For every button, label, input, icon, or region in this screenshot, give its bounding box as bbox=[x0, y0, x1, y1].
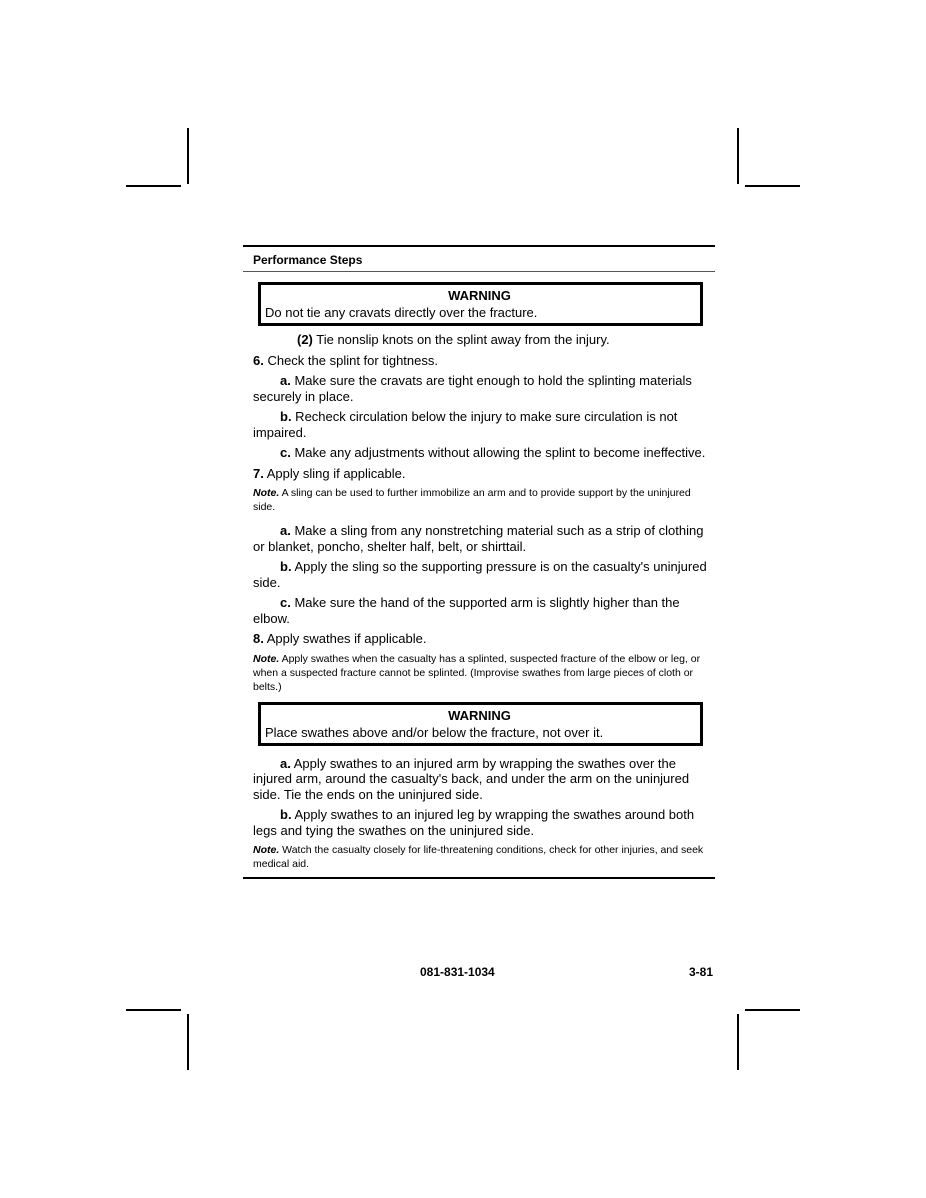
step-7c: c. Make sure the hand of the supported arm is slightly higher than the elbow. bbox=[253, 595, 680, 626]
page-number: 3-81 bbox=[689, 965, 714, 979]
steps-content-2 bbox=[243, 756, 715, 872]
step-6b: b. Recheck circulation below the injury to make sure circulation is not impaired. bbox=[253, 409, 678, 440]
crop-mark-br-h bbox=[745, 1009, 800, 1011]
crop-mark-tr-h bbox=[745, 185, 800, 187]
step-7a: a. Make a sling from any nonstretching material such as a strip of clothing or blanket, poncho, shelter half, belt, or shirttail. bbox=[253, 523, 704, 554]
step-6a: a. Make sure the cravats are tight enough to hold the splinting materials securely in place. bbox=[253, 373, 692, 404]
crop-mark-tl-h bbox=[126, 185, 181, 187]
step-6c: c. Make any adjustments without allowing the splint to become ineffective. bbox=[280, 445, 706, 460]
final-note: Note. Watch the casualty closely for life-threatening conditions, check for other injuries, and seek medical aid. bbox=[253, 844, 704, 870]
bottom-rule bbox=[243, 877, 715, 879]
crop-mark-tl-v bbox=[187, 128, 189, 184]
warning-box-2 bbox=[258, 702, 703, 746]
warning-title: WARNING bbox=[448, 288, 511, 303]
step-8a: a. Apply swathes to an injured arm by wrapping the swathes over the injured arm, around the casualty's back, and under the arm on the uninjured side. Tie the ends on the uninjured side. bbox=[253, 755, 690, 802]
step-7-note: Note. A sling can be used to further immobilize an arm and to provide support by the uninjured side. bbox=[253, 487, 691, 513]
task-code: 081-831-1034 bbox=[420, 965, 495, 979]
step-8-note: Note. Apply swathes when the casualty has a splinted, suspected fracture of the elbow or leg, or when a suspected fracture cannot be splinted. (Improvise swathes from large pieces of cloth or belts.) bbox=[253, 652, 701, 693]
crop-mark-tr-v bbox=[737, 128, 739, 184]
crop-mark-br-v bbox=[737, 1014, 739, 1070]
step-7b: b. Apply the sling so the supporting pressure is on the casualty's uninjured side. bbox=[253, 559, 707, 590]
warning-title: WARNING bbox=[448, 707, 511, 723]
performance-steps-block bbox=[243, 245, 715, 879]
warning-text: Do not tie any cravats directly over the fracture. bbox=[265, 305, 538, 320]
steps-content bbox=[243, 332, 715, 694]
crop-mark-bl-h bbox=[126, 1009, 181, 1011]
section-header: Performance Steps bbox=[243, 247, 715, 272]
crop-mark-bl-v bbox=[187, 1014, 189, 1070]
warning-text: Place swathes above and/or below the fracture, not over it. bbox=[265, 724, 604, 740]
step-8b: b. Apply swathes to an injured leg by wrapping the swathes around both legs and tying the swathes on the uninjured side. bbox=[253, 807, 695, 838]
warning-box-1 bbox=[258, 282, 703, 326]
step-8: 8. Apply swathes if applicable. bbox=[253, 631, 427, 646]
step-6: 6. Check the splint for tightness. bbox=[253, 352, 438, 368]
substep-5-2: (2) Tie nonslip knots on the splint away from the injury. bbox=[297, 332, 610, 347]
step-7: 7. Apply sling if applicable. bbox=[253, 465, 406, 481]
